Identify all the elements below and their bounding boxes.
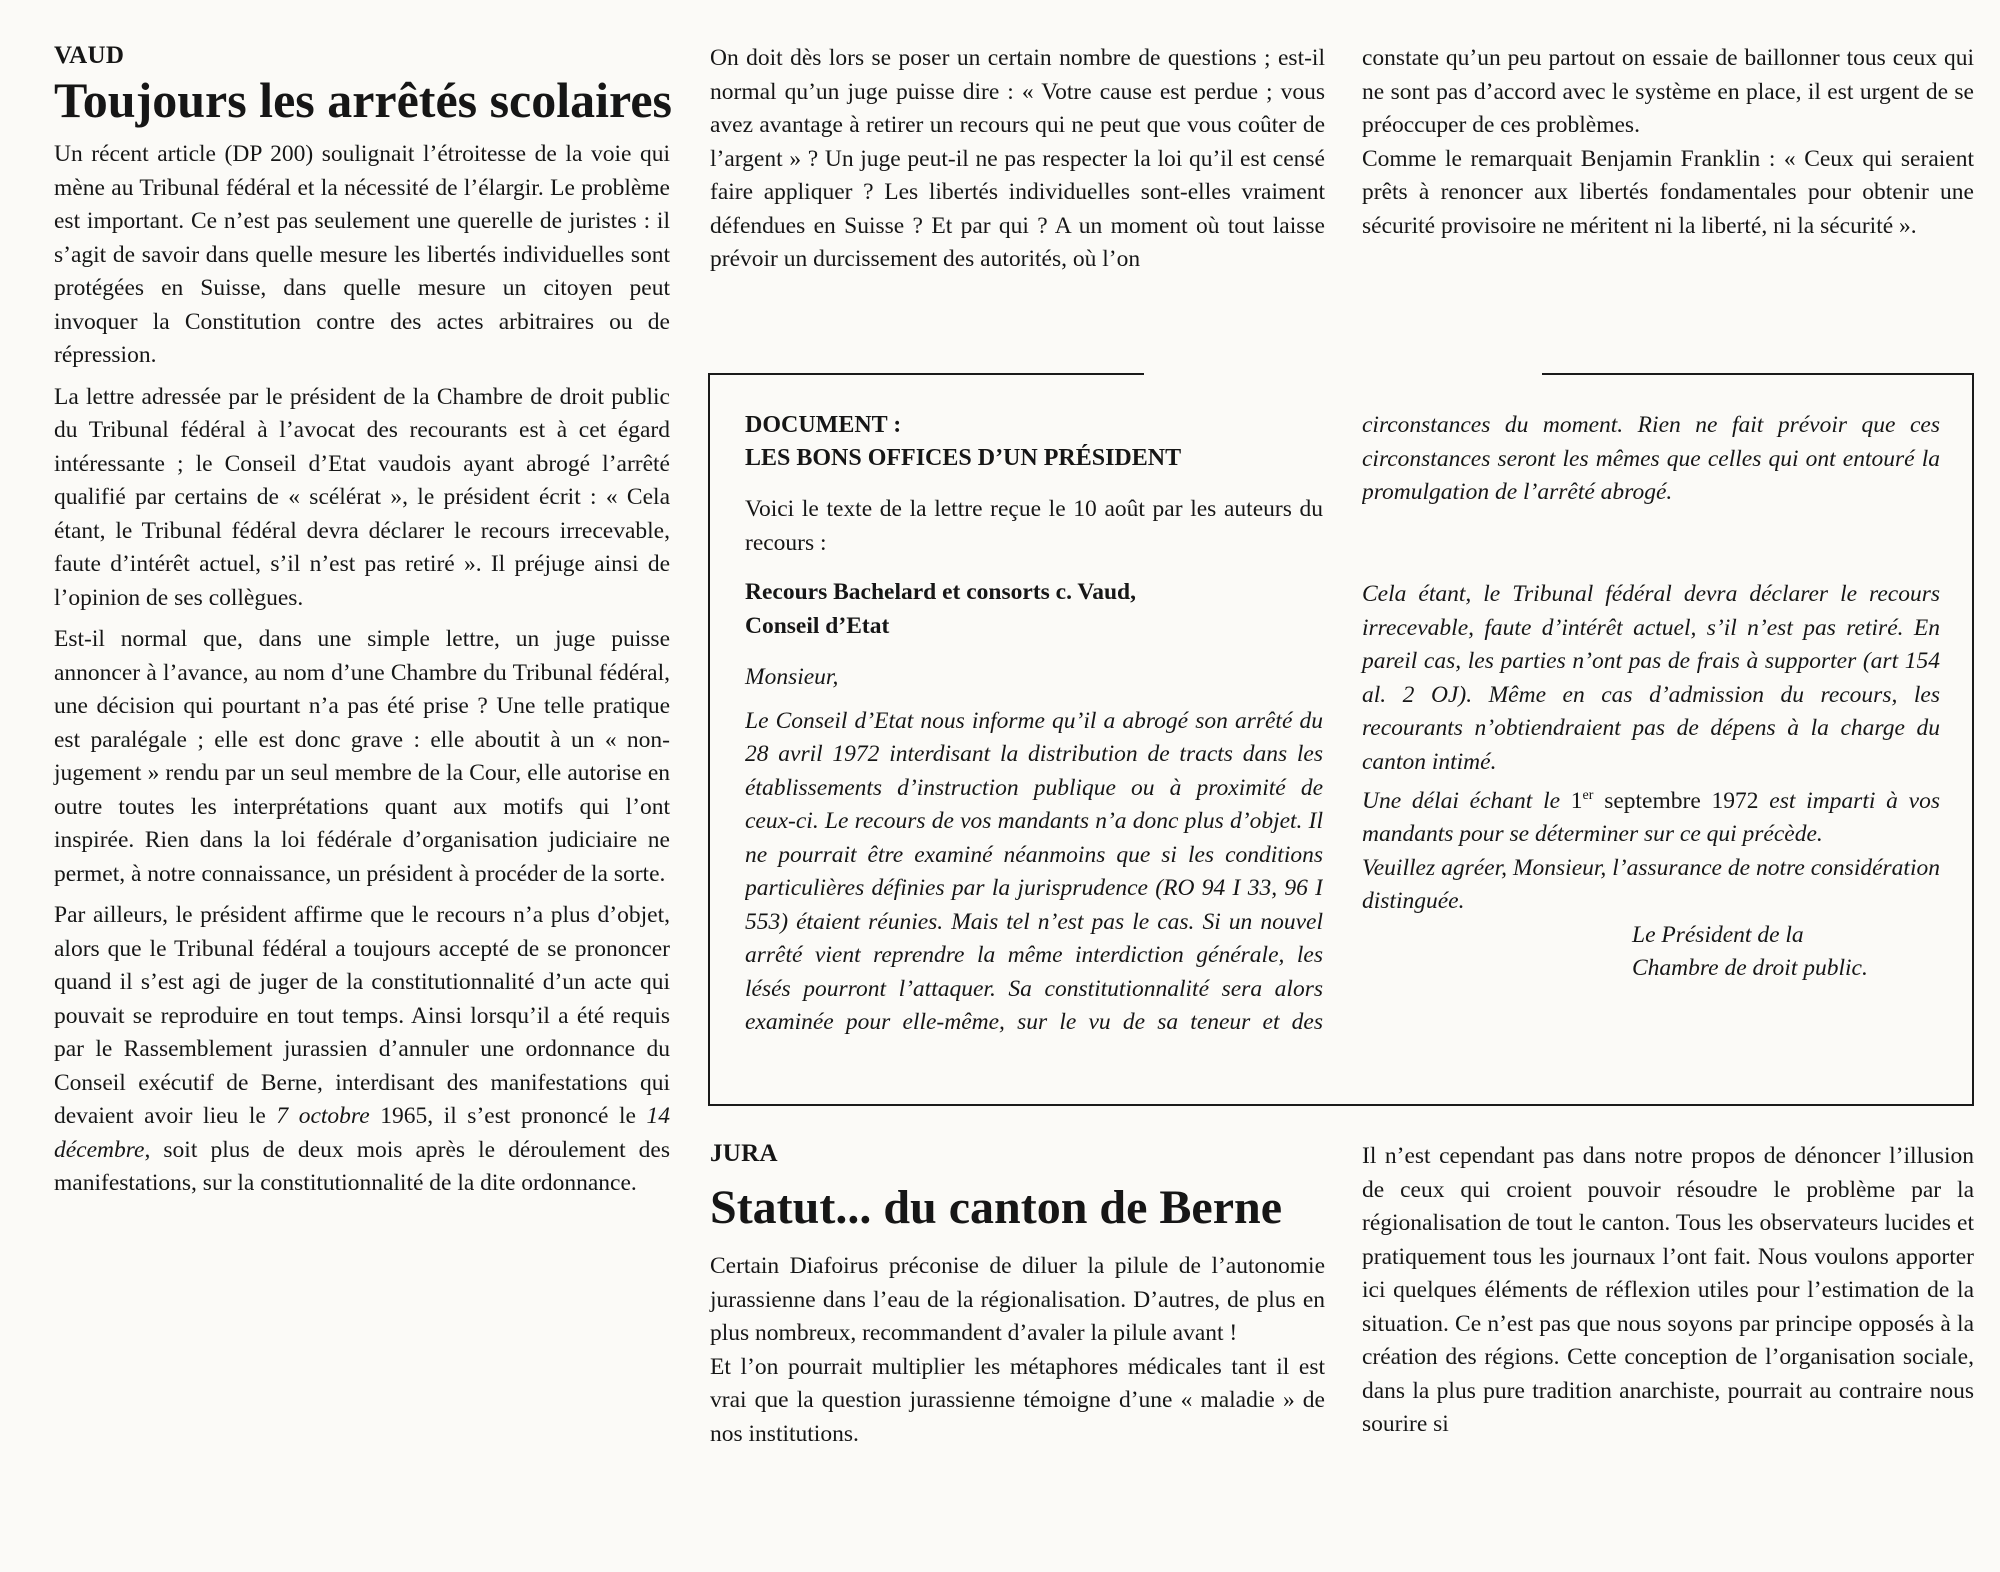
vaud-article <box>54 42 670 1209</box>
document-intro: Voici le texte de la lettre reçue le 10 août par les auteurs du recours : <box>745 496 1323 556</box>
date-7-octobre: 7 octobre <box>276 1103 370 1129</box>
vaud-paragraph-5: On doit dès lors se poser un certain nombre de questions ; est-il normal qu’un juge puisse dire : « Votre cause est perdue ; vous avez avantage à retirer un recours qui ne peut que vous coûter de l’argent » ? Un juge peut-il ne pas respecter la loi qu’il est censé faire appliquer ? Les libertés individuelles sont-elles vraiment défendues en Suisse ? Et par qui ? A un moment où tout laisse prévoir un durcissement des autorités, où l’on <box>710 45 1325 272</box>
letter-salutation: Monsieur, <box>745 664 839 690</box>
jura-paragraph-3: Il n’est cependant pas dans notre propos de dénoncer l’illusion de ceux qui croient pouvoir résoudre le problème par la régionalisation de tout le canton. Tous les observateurs lucides et pratiquement tous les journaux l’ont fait. Nous voulons apporter ici quelques éléments de réflexion utiles pour l’estimation de la situation. Ce n’est pas que nous soyons par principe opposés à la création des régions. Cette conception de l’organisation sociale, dans la plus pure tradition anarchiste, pourrait au contraire nous sourire si <box>1362 1143 1974 1437</box>
jura-kicker: JURA <box>710 1140 778 1167</box>
jura-headline: Statut... du canton de Berne <box>710 1181 1283 1234</box>
vaud-paragraph-4: Par ailleurs, le président affirme que le recours n’a plus d’objet, alors que le Tribunal fédéral a toujours accepté de se prononcer quand il s’est agi de juger de la constitutionnalité d’un acte qui pouvait se reproduire en tout temps. Ainsi lorsqu’il a été requis par le Rassemblement jurassien d’annuler une ordonnance du Conseil exécutif de Berne, interdisant des manifestations qui devaient avoir lieu le 7 octobre 1965, il s’est prononcé le 14 décembre, soit plus de deux mois après le déroulement des manifestations, sur la constitutionnalité de la dite ordonnance. <box>54 902 670 1196</box>
letter-body-part-1: Le Conseil d’Etat nous informe qu’il a abrogé son arrêté du 28 avril 1972 interdisant la distribution de tracts dans les établissements d’instruction publique ou à proximité de ceux-ci. Le recours de vos mandants n’a donc plus d’objet. Il ne pourrait être examiné néanmoins que si les conditions particulières définies par la jurisprudence (RO 94 I 33, 96 I 553) étaient réunies. Mais tel n’est pas le cas. Si un nouvel arrêté vient reprendre la même interdiction générale, les lésés pourront l’attaquer. Sa constitutionnalité sera alors examinée pour elle-même, sur le vu de sa teneur et des <box>745 707 1323 1035</box>
vaud-paragraph-6: constate qu’un peu partout on essaie de baillonner tous ceux qui ne sont pas d’accord avec le système en place, il est urgent de se préoccuper de ces problèmes. <box>1362 45 1974 138</box>
document-case-reference: Recours Bachelard et consorts c. Vaud, Conseil d’Etat <box>745 579 1136 639</box>
letter-closing: Veuillez agréer, Monsieur, l’assurance de notre considération distinguée. <box>1362 854 1940 915</box>
jura-article <box>710 1140 1325 1459</box>
vaud-paragraph-3: Est-il normal que, dans une simple lettre, un juge puisse annoncer à l’avance, au nom d’une Chambre du Tribunal fédéral, une décision qui pourtant n’a pas été prise ? Une telle pratique est paralégale ; elle est donc grave : elle aboutit à un « non-jugement » rendu par un seul membre de la Cour, elle autorise en outre toutes les interprétations quant aux motifs qui l’ont inspirée. Rien dans la loi fédérale d’organisation judiciaire ne permet, à notre connaissance, un président à procéder de la sorte. <box>54 626 670 887</box>
vaud-headline: Toujours les arrêtés scolaires <box>54 72 672 128</box>
vaud-paragraph-1: Un récent article (DP 200) soulignait l’étroitesse de la voie qui mène au Tribunal fédéral et la nécessité de l’élargir. Le problème est important. Ce n’est pas seulement une querelle de juristes : il s’agit de savoir dans quelle mesure les libertés individuelles sont protégées en Suisse, dans quelle mesure un citoyen peut invoquer la Constitution contre des actes arbitraires ou de répression. <box>54 141 670 368</box>
letter-paragraph-3: Une délai échant le 1er septembre 1972 est imparti à vos mandants pour se déterminer sur ce qui précède. <box>1362 787 1940 848</box>
vaud-continuation-col2 <box>710 42 1325 285</box>
vaud-kicker: VAUD <box>54 42 125 69</box>
jura-paragraph-1: Certain Diafoirus préconise de diluer la pilule de l’autonomie jurassienne dans l’eau de la régionalisation. D’autres, de plus en plus nombreux, recommandent d’avaler la pilule avant ! <box>710 1253 1325 1346</box>
jura-paragraph-2: Et l’on pourrait multiplier les métaphores médicales tant il est vrai que la question jurassienne témoigne d’une « maladie » de nos institutions. <box>710 1353 1325 1447</box>
document-box-right <box>1362 409 1940 986</box>
date-14-decembre: 14 décembre <box>54 1103 670 1163</box>
document-title: DOCUMENT : LES BONS OFFICES D’UN PRÉSIDENT <box>745 412 1182 471</box>
letter-signature: Le Président de la Chambre de droit public. <box>1632 921 1868 982</box>
vaud-paragraph-7: Comme le remarquait Benjamin Franklin : « Ceux qui seraient prêts à renoncer aux libertés fondamentales pour obtenir une sécurité provisoire ne méritent ni la liberté, ni la sécurité ». <box>1362 145 1974 239</box>
jura-body-col2 <box>710 1250 1325 1451</box>
document-box-left <box>745 409 1323 1041</box>
vaud-paragraph-2: La lettre adressée par le président de la Chambre de droit public du Tribunal fédéral à l’avocat des recourants est à cet égard intéressante ; le Conseil d’Etat vaudois ayant abrogé l’arrêté qualifié par certains de « scélérat », le président écrit : « Cela étant, le Tribunal fédéral devra déclarer le recours irrecevable, faute d’intérêt actuel, s’il n’est pas retiré ». Il préjuge ainsi de l’opinion de ses collègues. <box>54 383 670 611</box>
letter-body-part-1-continued: circonstances du moment. Rien ne fait prévoir que ces circonstances seront les mêmes que celles qui ont entouré la promulgation de l’arrêté abrogé. <box>1362 412 1940 505</box>
jura-body-col3 <box>1362 1140 1974 1450</box>
vaud-body <box>54 138 670 1201</box>
letter-paragraph-2: Cela étant, le Tribunal fédéral devra déclarer le recours irrecevable, faute d’intérêt actuel, s’il n’est pas retiré. En pareil cas, les parties n’ont pas de frais à supporter (art 154 al. 2 OJ). Même en cas d’admission du recours, les recourants n’obtiendraient pas de dépens à la charge du canton intimé. <box>1362 581 1940 775</box>
vaud-continuation-col3 <box>1362 42 1974 251</box>
